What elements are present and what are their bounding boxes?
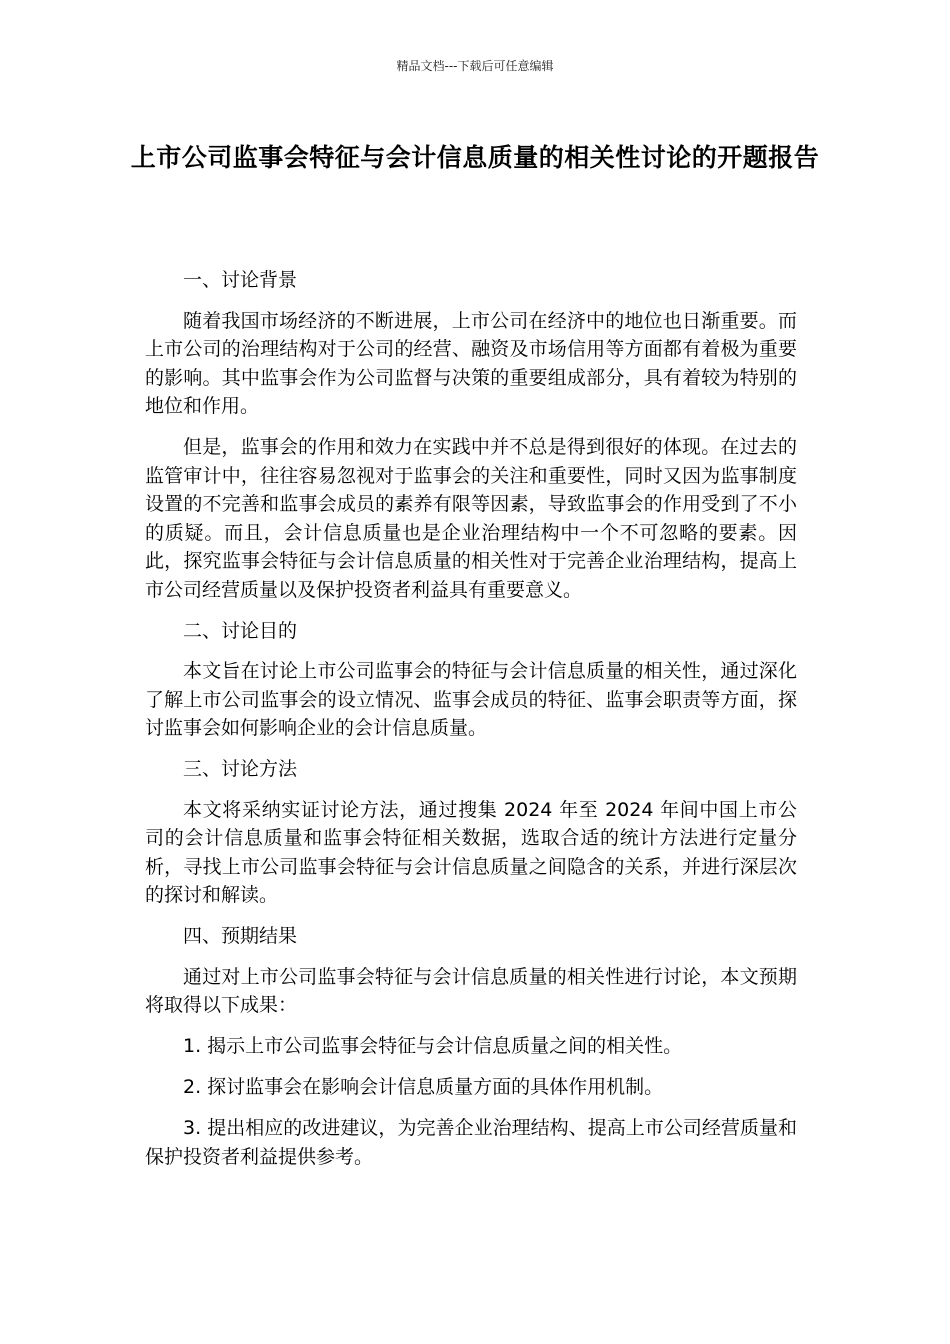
list-item-result-3: 3. 提出相应的改进建议，为完善企业治理结构、提高上市公司经营质量和保护投资者利益提供参考。 (145, 1117, 797, 1168)
section-heading-purpose: 二、讨论目的 (183, 619, 298, 642)
section-heading-expected-results: 四、预期结果 (183, 925, 298, 947)
paragraph-purpose: 本文旨在讨论上市公司监事会的特征与会计信息质量的相关性，通过深化了解上市公司监事会的设立情况、监事会成员的特征、监事会职责等方面，探讨监事会如何影响企业的会计信息质量。 (145, 660, 797, 739)
list-item-result-2: 2. 探讨监事会在影响会计信息质量方面的具体作用机制。 (183, 1076, 664, 1098)
paragraph-method: 本文将采纳实证讨论方法，通过搜集 2024 年至 2024 年间中国上市公司的会计信息质量和监事会特征相关数据，选取合适的统计方法进行定量分析，寻找上市公司监事会特征与会计信息质量之间隐含的关系，并进行深层次的探讨和解读。 (145, 798, 797, 906)
header-note: 精品文档---下载后可任意编辑 (396, 59, 554, 73)
paragraph-background-1: 随着我国市场经济的不断进展，上市公司在经济中的地位也日渐重要。而上市公司的治理结构对于公司的经营、融资及市场信用等方面都有着极为重要的影响。其中监事会作为公司监督与决策的重要组成部分，具有着较为特别的地位和作用。 (145, 309, 797, 417)
section-heading-method: 三、讨论方法 (183, 758, 298, 780)
paragraph-background-2: 但是，监事会的作用和效力在实践中并不总是得到很好的体现。在过去的监管审计中，往往容易忽视对于监事会的关注和重要性，同时又因为监事制度设置的不完善和监事会成员的素养有限等因素，导致监事会的作用受到了不小的质疑。而且，会计信息质量也是企业治理结构中一个不可忽略的要素。因此，探究监事会特征与会计信息质量的相关性对于完善企业治理结构，提高上市公司经营质量以及保护投资者利益具有重要意义。 (145, 436, 797, 601)
section-heading-background: 一、讨论背景 (183, 269, 298, 291)
paragraph-expected-results: 通过对上市公司监事会特征与会计信息质量的相关性进行讨论，本文预期将取得以下成果： (145, 965, 797, 1016)
document-body (145, 266, 797, 1184)
document-title: 上市公司监事会特征与会计信息质量的相关性讨论的开题报告 (130, 143, 820, 172)
list-item-result-1: 1. 揭示上市公司监事会特征与会计信息质量之间的相关性。 (183, 1035, 683, 1057)
